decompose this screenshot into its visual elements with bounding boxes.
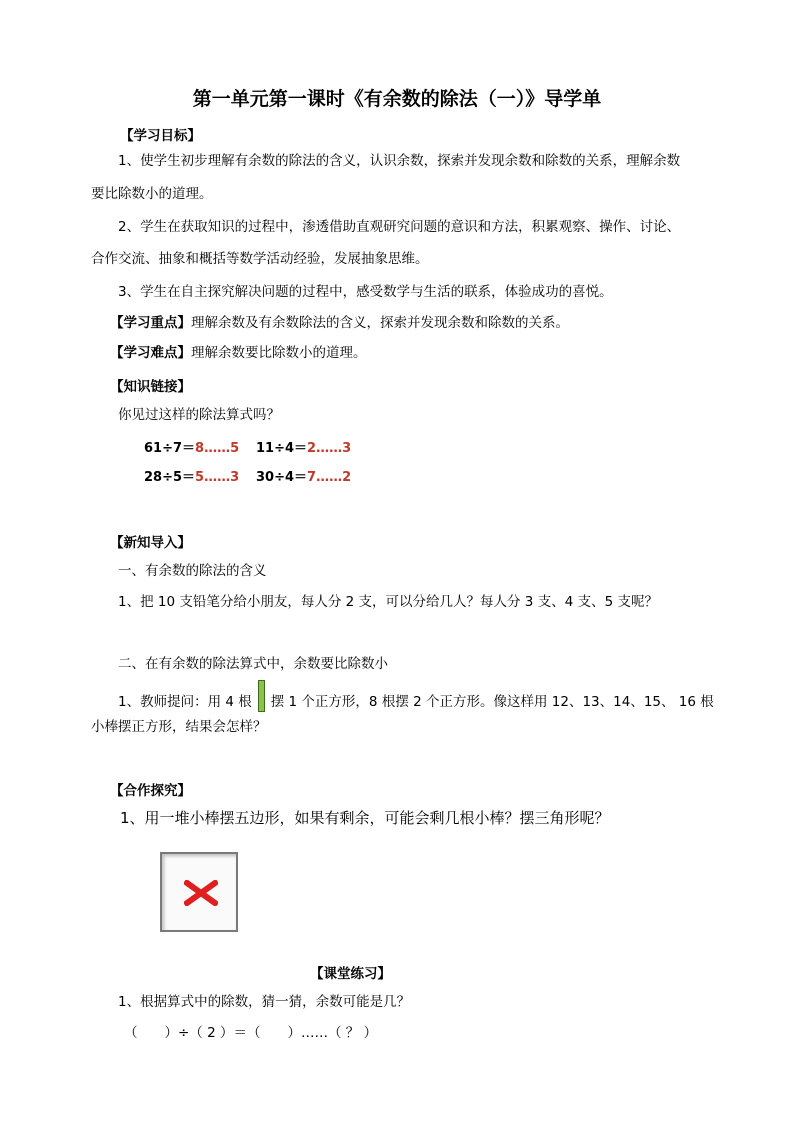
goal-1-line-1: 1、使学生初步理解有余数的除法的含义，认识余数，探索并发现余数和除数的关系，理解余数 bbox=[118, 153, 681, 169]
intro-header: 【新知导入】 bbox=[110, 535, 191, 551]
goal-2-line-1: 2、学生在获取知识的过程中，渗透借助直观研究问题的意识和方法，积累观察、操作、讨论、 bbox=[118, 219, 681, 235]
equation-2-answer: 2……3 bbox=[307, 441, 352, 456]
practice-header: 【课堂练习】 bbox=[310, 966, 391, 982]
intro-section-2: 二、在有余数的除法算式中，余数要比除数小 bbox=[118, 656, 388, 672]
intro-question-2-line-2: 小棒摆正方形，结果会怎样？ bbox=[91, 719, 267, 735]
explore-question-1: 1、用一堆小棒摆五边形，如果有剩余，可能会剩几根小棒？摆三角形呢？ bbox=[120, 809, 610, 827]
equation-3-answer: 5……3 bbox=[195, 470, 240, 485]
difficulty bbox=[110, 343, 367, 363]
equation-3 bbox=[144, 466, 239, 485]
goals-header: 【学习目标】 bbox=[120, 128, 201, 144]
green-stick-icon bbox=[258, 680, 265, 712]
difficulty-text: 理解余数要比除数小的道理。 bbox=[191, 345, 367, 361]
explore-header: 【合作探究】 bbox=[110, 783, 191, 799]
intro-question-2-part-2: 摆 1 个正方形，8 根摆 2 个正方形。像这样用 12、13、14、15、 16 根 bbox=[270, 694, 714, 710]
link-header: 【知识链接】 bbox=[110, 379, 191, 395]
goal-1-line-2: 要比除数小的道理。 bbox=[91, 186, 213, 202]
key-point-label: 【学习重点】 bbox=[110, 315, 191, 331]
page-title: 第一单元第一课时《有余数的除法（一）》导学单 bbox=[192, 88, 602, 110]
equation-2-expr: 11÷4＝ bbox=[256, 441, 308, 456]
intro-section-1: 一、有余数的除法的含义 bbox=[118, 563, 267, 579]
key-point bbox=[110, 313, 569, 333]
equation-3-expr: 28÷5＝ bbox=[144, 470, 196, 485]
equation-1-answer: 8……5 bbox=[195, 441, 240, 456]
intro-question-1: 1、把 10 支铅笔分给小朋友，每人分 2 支，可以分给几人？每人分 3 支、4 支、5 支呢？ bbox=[118, 594, 658, 610]
goal-2-line-2: 合作交流、抽象和概括等数学活动经验，发展抽象思维。 bbox=[91, 251, 429, 267]
practice-question-1: 1、根据算式中的除数，猜一猜，余数可能是几？ bbox=[118, 994, 411, 1010]
equation-1-expr: 61÷7＝ bbox=[144, 441, 196, 456]
link-question: 你见过这样的除法算式吗？ bbox=[118, 407, 280, 423]
equation-4-answer: 7……2 bbox=[307, 470, 352, 485]
key-point-text: 理解余数及有余数除法的含义，探索并发现余数和除数的关系。 bbox=[191, 315, 569, 331]
broken-image-icon bbox=[160, 852, 238, 932]
equation-4 bbox=[256, 466, 351, 485]
goal-3: 3、学生在自主探究解决问题的过程中，感受数学与生活的联系，体验成功的喜悦。 bbox=[118, 284, 613, 300]
equation-1 bbox=[144, 437, 239, 456]
intro-question-2-part-1: 1、教师提问：用 4 根 bbox=[118, 694, 252, 710]
intro-question-2 bbox=[118, 686, 714, 718]
broken-x-icon bbox=[184, 880, 218, 906]
practice-formula: （ ）÷（ 2 ）＝（ ）……（ ？ ） bbox=[124, 1025, 378, 1041]
difficulty-label: 【学习难点】 bbox=[110, 345, 191, 361]
equation-4-expr: 30÷4＝ bbox=[256, 470, 308, 485]
equation-2 bbox=[256, 437, 351, 456]
